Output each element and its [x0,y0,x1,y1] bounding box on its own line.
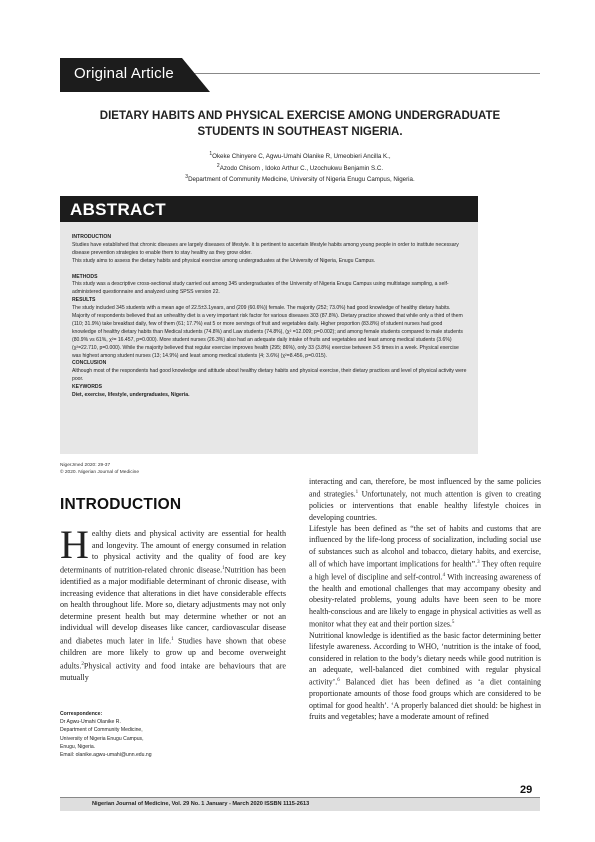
article-title-line-1: DIETARY HABITS AND PHYSICAL EXERCISE AMONG UNDERGRADUATE [99,110,501,122]
journal-footer-text: Nigerian Journal of Medicine, Vol. 29 No. 1 January - March 2020 ISSBN 1115-2613 [92,801,310,807]
article-type-label: Original Article [74,65,174,82]
abstract-aim-text: This study aims to assess the dietary habits and physical exercise among undergraduates at the University of Nigeria, Enugu Campus. [72,257,376,264]
abstract-methods-text: This study was a descriptive cross-sectional study carried out among 345 undergraduates of the University of Nigeria Enugu Campus using multistage sampling, a self-administered questionnaire and analyzed using SPSS version 22. [72,281,449,296]
abstract-results-heading: RESULTS [72,297,96,304]
nutrition-paragraph: Nutritional knowledge is identified as the basic factor determining better lifestyle awareness. According to WHO, ‘nutrition is the intake of food, considered in relation to the body’s dietary needs while good nutrition is an adequate, well-balanced diet combined with regular physical activity’.$^6$ Balanced diet has been defined as ‘a diet containing proportionate amounts of those food groups which are considered to be optimal for good health’. ‘A properly balanced diet should: be highest in fruits and vegetables; have a moderate amount of refined [309,630,541,721]
author-affiliation: $^3$Department of Community Medicine, University of Nigeria Enugu Campus, Nigeria. [185,174,415,184]
copyright-line: © 2020. Nigerian Journal of Medicine [60,470,139,475]
author-line-1: $^1$Okeke Chinyere C, Agwu-Umahi Olanike R, Umeobieri Ancilla K., [209,151,391,161]
introduction-left-column [60,522,286,684]
abstract-introduction-text: Studies have established that chronic diseases are largely diseases of lifestyle. It is pertinent to ascertain lifestyle habits among young people in order to institute necessary disease prevention strategies to enable them to stay healthy as they grow older. [72,241,459,256]
correspondence-name: Dr Agwu-Umahi Olanike R. [60,719,121,726]
correspondence-email[interactable]: Email: olanike.agwu-umahi@unn.edu.ng [60,752,152,759]
abstract-conclusion-text: Although most of the respondents had good knowledge and attitude about healthy dietary habits and physical exercise, their dietary practices and level of physical activity were poor. [72,368,467,383]
abstract-keywords-text: Diet, exercise, lifestyle, undergraduates, Nigeria. [72,392,190,399]
citation-line: NigerJmed 2020: 29-37 [60,463,111,468]
abstract-keywords-heading: KEYWORDS [72,384,102,391]
abstract-conclusion-heading: CONCLUSION [72,360,107,367]
correspondence-place: Enugu, Nigeria. [60,743,96,750]
author-line-2: $^2$Azodo Chisom , Idoko Arthur C., Uzochukwu Benjamin S.C. [216,162,384,172]
abstract-body [72,234,468,400]
introduction-right-column [309,476,541,722]
correspondence-heading: Correspondence: [60,711,103,717]
article-title [60,108,540,140]
introduction-paragraph-continued: interacting and can, therefore, be most influenced by the same policies and strategies.$^1$ Unfortunately, not much attention is given to creating policies or interventions that enable healthy lifestyle choices in developing countries. [309,477,542,522]
citation-block [60,462,139,476]
introduction-paragraph: Healthy diets and physical activity are essential for health and longevity. The amount of energy consumed in relation to physical activity and the quality of food are key determinants of nutrition-related chronic disease.$^1$Nutrition has been identified as a major modifiable determinant of chronic disease, with increasing evidence that alterations in diet have considerable effects on health throughout life. More so, dietary adjustments may not only determine present health but may determine whether or not an individual will develop diseases like cancer, cardiovascular disease and diabetes much later in life.$^1$ Studies have shown that obese children are more likely to grow up and become overweight adults.$^2$Physical activity and food intake are behaviours that are mutually [60,522,286,683]
abstract-introduction-heading: INTRODUCTION [72,234,112,240]
page-number: 29 [520,784,533,796]
correspondence-block [60,710,152,759]
correspondence-university: University of Nigeria Enugu Campus, [60,735,144,742]
abstract-results-text: The study included 345 students with a mean age of 22.5±3.1years, and (209 (60.6%)) female. The majority (252; 73.0%) had good knowledge of healthy dietary habits. Majority of respondents believed that an unhealthy diet is a very important risk factor for various diseases 303 (87.8%). Dietary practice showed that while only a third of them (110; 31.9%) take breakfast daily, few of them (61; 17.7%) eat 5 or more servings of fruit and vegetables daily. Higher proportion (83.8%) of student nurses had good knowledge of healthy dietary habits than Medical students (74.8%) and Law students (74.8%), (χ² =12.009; p=0.002); and among female students compared to male students (80.9% vs 61%, χ²= 16.457, p=0.000). More student nurses (26.3%) also had an adequate daily intake of fruits and vegetables and least among medical students (3.6%) (χ²=22.710, p=0.000). While the majority believed that regular exercise improves health (295; 86%), only 33 (3.8%) exercise between 3-5 times in a week. Physical exercise was highest among student nurses (13; 14.9%) and least among medical students (4; 3.6%) (χ²=8.456, p=0.015). [72,305,463,359]
article-title-line-2: STUDENTS IN SOUTHEAST NIGERIA. [197,126,403,138]
correspondence-department: Department of Community Medicine, [60,727,143,734]
abstract-methods-heading: METHODS [72,273,98,280]
lifestyle-definition-paragraph: Lifestyle has been defined as “the set of habits and customs that are influenced by the life-long process of socialization, including social use of substances such as alcohol and tobacco, dietary habits, and exercise, all of which have important implications for health”.$^3$ They often require a high level of discipline and self-control.$^4$ With increasing awareness of the health and emotional challenges that may accompany obesity and obesity-related problems, young adults have been seen to be more health-conscious and are likely to engage in physical activities as well as monitor what they eat and their portion sizes.$^5$ [309,524,542,629]
drop-cap: H [60,522,89,567]
abstract-heading: ABSTRACT [70,200,166,219]
author-block [130,150,470,185]
introduction-heading: INTRODUCTION [60,496,182,513]
